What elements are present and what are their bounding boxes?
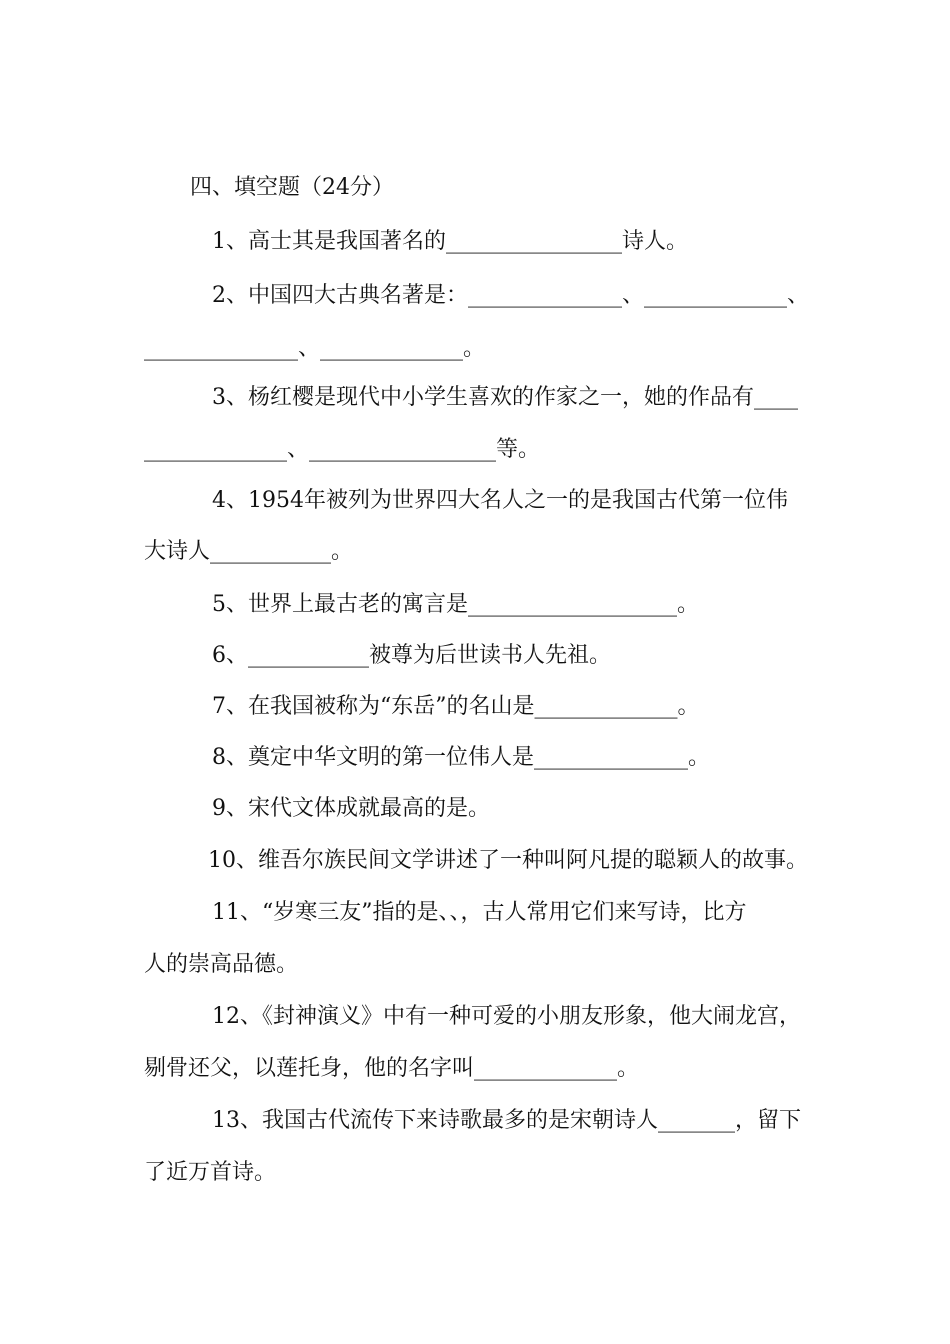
question-7: 7、在我国被称为“东岳”的名山是_____________。 (212, 694, 700, 719)
question-4-line-1: 4、1954年被列为世界四大名人之一的是我国古代第一位伟 (212, 488, 788, 513)
section-title: 四、填空题（24分） (190, 175, 394, 200)
question-2-line-1: 2、中国四大古典名著是：______________、_____________、 (212, 283, 809, 308)
question-10: 10、维吾尔族民间文学讲述了一种叫阿凡提的聪颖人的故事。 (208, 848, 808, 873)
question-13-line-1: 13、我国古代流传下来诗歌最多的是宋朝诗人_______，留下 (212, 1108, 801, 1133)
question-3-line-2: _____________、_________________等。 (144, 437, 541, 462)
question-6: 6、___________被尊为后世读书人先祖。 (212, 643, 611, 668)
question-3-line-1: 3、杨红樱是现代中小学生喜欢的作家之一，她的作品有____ (212, 385, 798, 410)
question-11-line-2: 人的崇高品德。 (144, 952, 299, 977)
question-12-line-1: 12、《封神演义》中有一种可爱的小朋友形象，他大闹龙宫， (212, 1004, 801, 1029)
question-1: 1、高士其是我国著名的________________诗人。 (212, 229, 688, 254)
question-5: 5、世界上最古老的寓言是___________________。 (212, 592, 699, 617)
question-13-line-2: 了近万首诗。 (144, 1160, 277, 1185)
question-11-line-1: 11、“岁寒三友”指的是、、，古人常用它们来写诗，比方 (212, 900, 747, 925)
question-12-line-2: 剔骨还父，以莲托身，他的名字叫_____________。 (144, 1056, 640, 1081)
question-4-line-2: 大诗人___________。 (144, 539, 354, 564)
question-2-line-2: ______________、_____________。 (144, 336, 486, 361)
question-8: 8、奠定中华文明的第一位伟人是______________。 (212, 745, 710, 770)
question-9: 9、宋代文体成就最高的是。 (212, 796, 490, 821)
